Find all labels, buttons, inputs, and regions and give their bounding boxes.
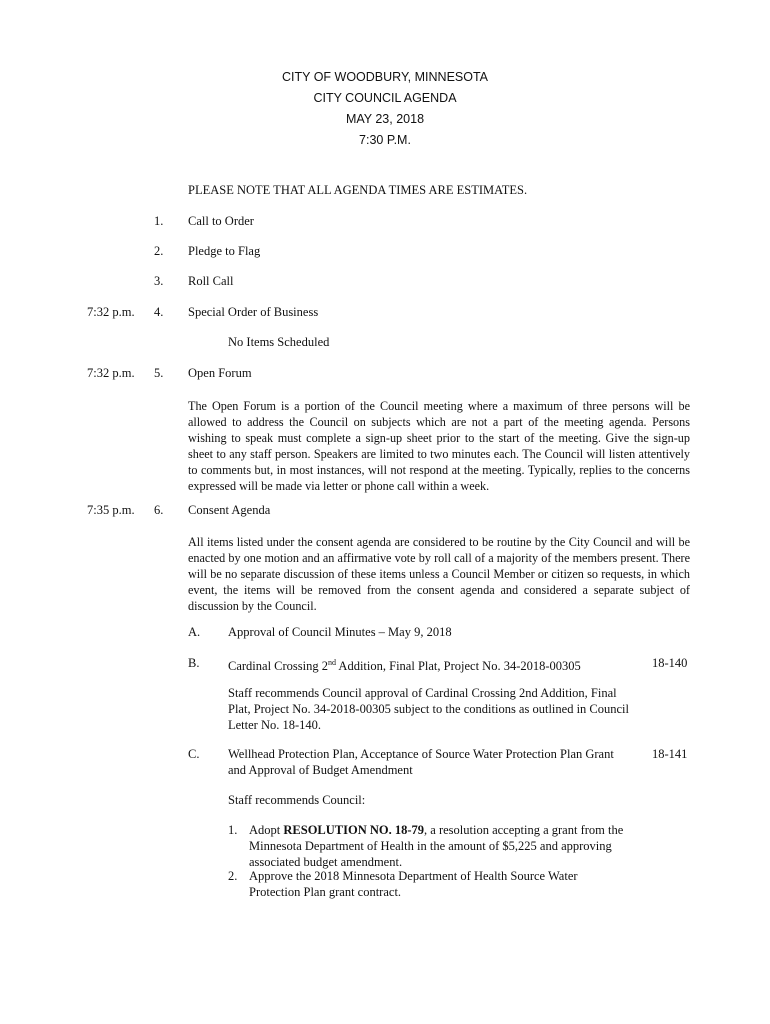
- item-time: 7:32 p.m.: [87, 305, 135, 319]
- item-subtext: No Items Scheduled: [228, 335, 330, 349]
- staff-recommendation: Staff recommends Council approval of Cardinal Crossing 2nd Addition, Final Plat, Project No. 34-2018-00305 subject to the conditions as outlined in Council Letter No. 18-140.: [228, 686, 629, 732]
- step-number: 1.: [228, 823, 238, 837]
- step-text: Adopt RESOLUTION NO. 18-79, a resolution accepting a grant from the Minnesota Department of Health in the amount of $5,225 and approving associated budget amendment.: [249, 823, 624, 869]
- item-number: 5.: [154, 366, 164, 380]
- item-title: Open Forum: [188, 366, 252, 380]
- consent-item-letter: B.: [188, 656, 200, 670]
- step-number: 2.: [228, 869, 238, 883]
- item-title: Call to Order: [188, 214, 254, 228]
- item-title: Roll Call: [188, 274, 234, 288]
- item-title: Special Order of Business: [188, 305, 319, 319]
- header-agenda: CITY COUNCIL AGENDA: [313, 91, 457, 105]
- header-date: MAY 23, 2018: [345, 112, 425, 126]
- consent-item-letter: C.: [188, 747, 200, 761]
- item-title: Consent Agenda: [188, 503, 271, 517]
- header-city: CITY OF WOODBURY, MINNESOTA: [281, 70, 489, 84]
- consent-item-title: Approval of Council Minutes – May 9, 2018: [228, 625, 452, 639]
- header-time: 7:30 P.M.: [359, 133, 411, 147]
- item-number: 2.: [154, 244, 164, 258]
- step-text: Approve the 2018 Minnesota Department of Health Source Water Protection Plan grant contract.: [249, 869, 578, 899]
- consent-item-title: Cardinal Crossing 2nd Addition, Final Plat, Project No. 34-2018-00305: [228, 658, 581, 674]
- item-time: 7:35 p.m.: [87, 503, 135, 517]
- consent-item-title: Wellhead Protection Plan, Acceptance of Source Water Protection Plan Grant and Approval of Budget Amendment: [228, 747, 614, 777]
- consent-item-letter: A.: [188, 625, 201, 639]
- item-time: 7:32 p.m.: [87, 366, 135, 380]
- staff-recommendation: Staff recommends Council:: [228, 793, 366, 807]
- council-letter-ref: 18-140: [652, 656, 688, 670]
- estimate-note: PLEASE NOTE THAT ALL AGENDA TIMES ARE ESTIMATES.: [188, 183, 528, 197]
- item-title: Pledge to Flag: [188, 244, 261, 258]
- item-number: 1.: [154, 214, 164, 228]
- council-letter-ref: 18-141: [652, 747, 688, 761]
- open-forum-description: The Open Forum is a portion of the Council meeting where a maximum of three persons will be allowed to address the Council on subjects which are not a part of the meeting agenda. Persons wishing to speak must complete a sign-up sheet prior to the start of the meeting. Give the sign-up sheet to any staff person. Speakers are limited to two minutes each. The Council will listen attentively to comments but, in most instances, will not respond at the meeting. Typically, replies to the concerns expressed will be made via letter or phone call within a week.: [188, 399, 690, 493]
- consent-agenda-description: All items listed under the consent agenda are considered to be routine by the City Council and will be enacted by one motion and an affirmative vote by roll call of a majority of the members present. There will be no separate discussion of these items unless a Council Member or citizen so requests, in which event, the items will be removed from the consent agenda and considered a separate subject of discussion by the Council.: [188, 535, 690, 613]
- item-number: 4.: [154, 305, 164, 319]
- item-number: 3.: [154, 274, 164, 288]
- item-number: 6.: [154, 503, 164, 517]
